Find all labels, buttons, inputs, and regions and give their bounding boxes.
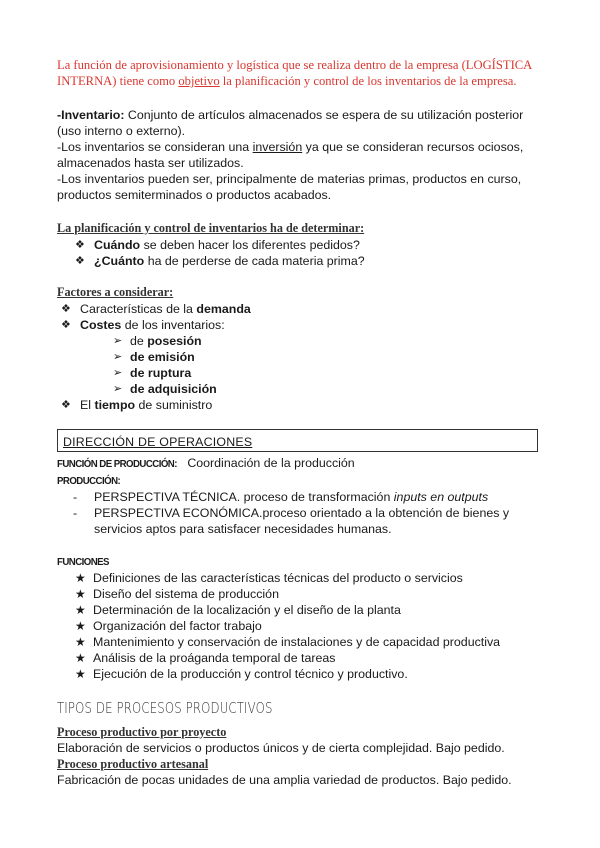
list-item: [113, 381, 547, 397]
item-bold: de ruptura: [130, 366, 192, 380]
list-item: [75, 602, 547, 618]
diamond-bullet-icon: ❖: [61, 319, 71, 331]
item-bold: demanda: [196, 302, 251, 316]
tipos-heading-line: [57, 700, 547, 722]
item-text: ha de perderse de cada materia prima?: [144, 254, 365, 268]
list-item: [75, 650, 547, 666]
diamond-bullet-icon: ❖: [61, 303, 71, 315]
list-item: [113, 365, 547, 381]
item-bold: Cuándo: [94, 238, 141, 252]
list-item: [75, 586, 547, 602]
produccion-label: PRODUCCIÓN:: [57, 475, 121, 487]
item-text: El: [80, 398, 95, 412]
item-text: Características de la: [80, 302, 197, 316]
planning-list: [75, 237, 547, 269]
item-text: Determinación de la localización y el diseño de la planta: [93, 603, 401, 617]
item-text: Diseño del sistema de producción: [93, 587, 279, 601]
artesanal-heading: Proceso productivo artesanal: [57, 757, 209, 771]
list-item: [73, 505, 544, 537]
funciones-label: FUNCIONES: [57, 556, 109, 568]
factors-heading: Factores a considerar:: [57, 285, 174, 299]
item-text: Ejecución de la producción y control técnico y productivo.: [93, 667, 408, 681]
item-bold: de adquisición: [130, 382, 217, 396]
star-bullet-icon: ★: [75, 651, 86, 665]
section-title-box: [57, 429, 538, 452]
planning-heading: La planificación y control de inventarios ha de determinar:: [57, 221, 365, 235]
item-text: Análisis de la proáganda temporal de tareas: [93, 651, 336, 665]
item-text: de los inventarios:: [121, 318, 225, 332]
arrow-bullet-icon: ➢: [113, 351, 123, 363]
list-item: [113, 349, 547, 365]
item-text: Organización del factor trabajo: [93, 619, 262, 633]
planning-section: [57, 220, 547, 269]
funcion-text: Coordinación de la producción: [187, 456, 355, 470]
item-bold: tiempo: [94, 398, 136, 412]
item-text: PERSPECTIVA ECONÓMICA.proceso orientado a la obtención de bienes y servicios aptos para satisfacer necesidades humanas.: [94, 506, 510, 536]
funciones-label-line: [57, 553, 547, 570]
list-item: [75, 634, 547, 650]
star-bullet-icon: ★: [75, 619, 86, 633]
item-bold: ¿Cuánto: [94, 254, 145, 268]
funcion-label: FUNCIÓN DE PRODUCCIÓN:: [57, 458, 177, 470]
item-text: se deben hacer los diferentes pedidos?: [140, 238, 360, 252]
list-item: [75, 666, 547, 682]
factors-section: [57, 284, 547, 413]
star-bullet-icon: ★: [75, 603, 86, 617]
funcion-line: [57, 455, 547, 472]
star-bullet-icon: ★: [75, 667, 86, 681]
item-text: Definiciones de las características técnicas del producto o servicios: [93, 571, 463, 585]
list-item: [61, 301, 547, 317]
list-item: [113, 333, 547, 349]
list-item: [61, 317, 547, 333]
production-section: [57, 455, 547, 537]
item-italic: inputs en outputs: [393, 490, 489, 504]
proyecto-text: Elaboración de servicios o productos únicos y de cierta complejidad. Bajo pedido.: [57, 741, 505, 755]
tipos-section: [57, 700, 547, 788]
tipos-heading: TIPOS DE PROCESOS PRODUCTIVOS: [57, 699, 273, 717]
intro-text-1: La función de aprovisionamiento y logística que se realiza dentro de la empresa (LOGÍSTICA INTERNA) tiene como: [57, 58, 532, 88]
definition-tipos: -Los inventarios pueden ser, principalmente de materias primas, productos en curso, productos semiterminados o productos acabados.: [57, 172, 522, 202]
proyecto-heading: Proceso productivo por proyecto: [57, 725, 227, 739]
artesanal-text: Fabricación de pocas unidades de una amplia variedad de productos. Bajo pedido.: [57, 773, 512, 787]
definition-text: Conjunto de artículos almacenados se espera de su utilización posterior (uso interno o externo).: [57, 108, 524, 138]
star-bullet-icon: ★: [75, 571, 86, 585]
item-text: PERSPECTIVA TÉCNICA. proceso de transformación: [94, 490, 394, 504]
star-bullet-icon: ★: [75, 635, 86, 649]
section-title: DIRECCIÓN DE OPERACIONES: [63, 435, 253, 449]
definition-text-a: -Los inventarios se consideran una: [57, 140, 253, 154]
diamond-bullet-icon: ❖: [75, 255, 85, 267]
arrow-bullet-icon: ➢: [113, 335, 123, 347]
intro-text-2: la planificación y control de los inventarios de la empresa.: [219, 74, 517, 88]
arrow-bullet-icon: ➢: [113, 383, 123, 395]
list-item: [75, 570, 547, 586]
list-item: [75, 253, 547, 269]
factors-list: [61, 301, 547, 413]
definitions-block: [57, 107, 547, 203]
item-bold: de emisión: [130, 350, 195, 364]
funciones-section: [57, 553, 547, 682]
diamond-bullet-icon: ❖: [75, 239, 85, 251]
item-bold: posesión: [147, 334, 202, 348]
definition-underlined: inversión: [252, 140, 303, 154]
dash-bullet-icon: -: [73, 490, 78, 504]
list-item: [61, 397, 547, 413]
list-item: [73, 489, 544, 505]
item-text: de suministro: [135, 398, 213, 412]
definition-inversion: [57, 139, 547, 171]
item-text: de: [130, 334, 148, 348]
item-text: Mantenimiento y conservación de instalaciones y de capacidad productiva: [93, 635, 501, 649]
definition-text-b: ya que se consideran recursos ociosos, almacenados hasta ser utilizados.: [57, 140, 524, 170]
dash-bullet-icon: -: [73, 506, 78, 520]
item-bold: Costes: [80, 318, 122, 332]
intro-paragraph: [57, 57, 547, 89]
intro-underlined: objetivo: [178, 74, 220, 88]
arrow-bullet-icon: ➢: [113, 367, 123, 379]
definition-term: -Inventario:: [57, 108, 125, 122]
funciones-list: [75, 570, 547, 682]
diamond-bullet-icon: ❖: [61, 399, 71, 411]
list-item: [75, 618, 547, 634]
produccion-list: [73, 489, 544, 537]
definition-inventario: [57, 107, 547, 139]
list-item: [75, 237, 547, 253]
star-bullet-icon: ★: [75, 587, 86, 601]
produccion-label-line: [57, 472, 547, 489]
